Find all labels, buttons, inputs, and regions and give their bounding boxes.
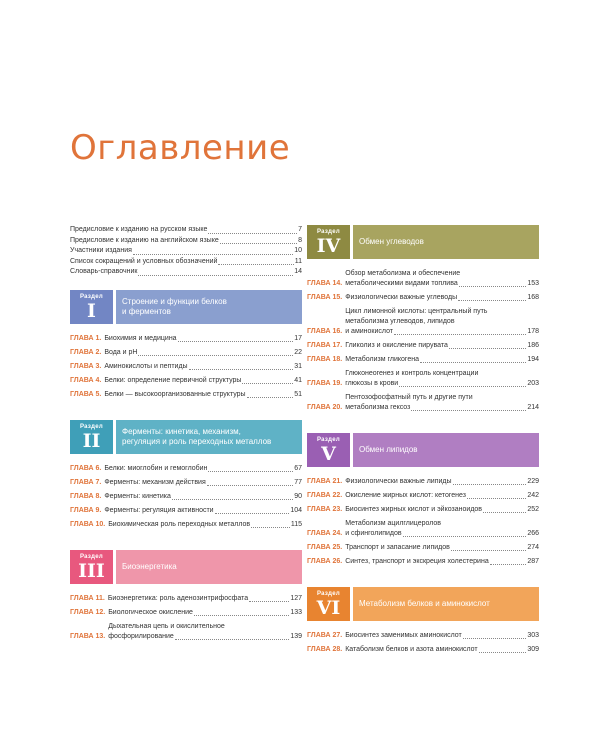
- section-title-text: [122, 297, 227, 317]
- dot-leader: [194, 615, 289, 616]
- chapter-title-line: Метаболизм ацилглицеролов: [345, 520, 442, 527]
- page-number: 7: [298, 226, 302, 233]
- section-title-text: [359, 445, 418, 455]
- section-roman-numeral: VI: [316, 597, 341, 619]
- page-number: 67: [294, 464, 302, 472]
- dot-leader: [483, 512, 526, 513]
- chapter-body: [104, 478, 302, 488]
- chapter-title-last: [345, 645, 539, 655]
- chapter-entry[interactable]: [307, 293, 539, 303]
- chapter-body: [108, 594, 302, 604]
- chapter-title-line: Ферменты: кинетика: [104, 492, 171, 500]
- chapter-title-last: [108, 520, 302, 530]
- chapter-body: [345, 355, 539, 365]
- chapter-body: [104, 362, 302, 372]
- chapter-entry[interactable]: [70, 520, 302, 530]
- chapter-title-line: и аминокислот: [345, 328, 394, 335]
- toc-entry[interactable]: [70, 246, 302, 257]
- dot-leader: [251, 527, 290, 528]
- toc-entry[interactable]: [70, 267, 302, 278]
- chapter-title-line: Транспорт и запасание липидов: [345, 544, 450, 551]
- front-matter-list: [70, 225, 302, 278]
- chapter-label: ГЛАВА 11.: [70, 594, 105, 602]
- chapter-list: [307, 269, 539, 413]
- dot-leader: [459, 286, 527, 287]
- chapter-title-last: [108, 632, 302, 642]
- chapter-body: [108, 520, 302, 530]
- chapter-title-line: Биохимия и медицина: [104, 334, 177, 342]
- section-title-line: Обмен углеводов: [359, 237, 424, 246]
- section-label: Раздел: [316, 437, 341, 443]
- section-header[interactable]: [70, 550, 302, 584]
- dot-leader: [175, 639, 290, 640]
- chapter-entry[interactable]: [307, 557, 539, 567]
- chapter-label: ГЛАВА 28.: [307, 646, 343, 653]
- chapter-title-last: [345, 341, 539, 351]
- chapter-title-last: [104, 348, 302, 358]
- chapter-title-line: метаболизма гексоз: [345, 404, 411, 411]
- chapter-entry[interactable]: [307, 477, 539, 487]
- chapter-title-line: Пентозофосфатный путь и другие пути: [345, 394, 473, 401]
- chapter-label: ГЛАВА 21.: [307, 478, 343, 485]
- section-header[interactable]: [70, 420, 302, 454]
- chapter-body: [104, 390, 302, 400]
- chapter-entry[interactable]: [70, 348, 302, 358]
- page-number: 309: [527, 646, 539, 653]
- entry-text: Словарь-справочник: [70, 268, 138, 275]
- page-number: 266: [527, 530, 539, 537]
- chapter-entry[interactable]: [70, 376, 302, 386]
- section-title: [353, 587, 539, 621]
- section-title-line: Метаболизм белков и аминокислот: [359, 599, 490, 608]
- chapter-title-line: Ферменты: механизм действия: [104, 478, 206, 486]
- chapter-title-last: [345, 477, 539, 487]
- chapter-entry[interactable]: [70, 390, 302, 400]
- chapter-body: [104, 376, 302, 386]
- chapter-body: [345, 505, 539, 515]
- chapter-entry[interactable]: [70, 608, 302, 618]
- chapter-title-line: Цикл лимонной кислоты: центральный путь: [345, 308, 488, 315]
- chapter-list: [307, 631, 539, 655]
- page-number: 214: [527, 404, 539, 411]
- chapter-body: [345, 631, 539, 641]
- chapter-title-line: Вода и pH: [104, 348, 138, 356]
- chapter-title-line: Биохимическая роль переходных металлов: [108, 520, 251, 528]
- chapter-body: [345, 557, 539, 567]
- chapter-label: ГЛАВА 19.: [307, 380, 343, 387]
- section-title-text: [122, 562, 177, 572]
- chapter-label: ГЛАВА 10.: [70, 520, 106, 528]
- chapter-label: ГЛАВА 24.: [307, 530, 343, 537]
- chapter-title-line: Белки: миоглобин и гемоглобин: [104, 464, 208, 472]
- section-title: [116, 420, 302, 454]
- chapter-entry[interactable]: [307, 269, 539, 289]
- dot-leader: [490, 564, 527, 565]
- dot-leader: [247, 397, 294, 398]
- section-number-box: [70, 550, 113, 584]
- chapter-list: [307, 477, 539, 567]
- chapter-title-line: Биосинтез жирных кислот и эйкозаноидов: [345, 506, 483, 513]
- section-title-line: Строение и функции белков: [122, 296, 227, 306]
- chapter-body: [345, 543, 539, 553]
- dot-leader: [399, 386, 526, 387]
- chapter-label: ГЛАВА 20.: [307, 404, 343, 411]
- dot-leader: [249, 601, 289, 602]
- section-roman-numeral: I: [87, 299, 96, 322]
- chapter-body: [108, 608, 302, 618]
- page-number: 8: [298, 236, 302, 244]
- chapter-label: ГЛАВА 4.: [70, 376, 102, 384]
- dot-leader: [189, 369, 294, 370]
- dot-leader: [420, 362, 526, 363]
- dot-leader: [463, 638, 527, 639]
- page-number: 11: [294, 257, 302, 265]
- right-sections: [307, 225, 539, 655]
- chapter-entry[interactable]: [307, 631, 539, 641]
- section-label: Раздел: [79, 553, 104, 560]
- section-title-line: регуляция и роль переходных металлов: [122, 436, 272, 446]
- chapter-body: [108, 622, 302, 642]
- dot-leader: [458, 300, 526, 301]
- chapter-title-last: [345, 279, 539, 289]
- dot-leader: [394, 334, 526, 335]
- dot-leader: [451, 550, 526, 551]
- section-label: Раздел: [79, 423, 104, 430]
- chapter-body: [104, 464, 302, 474]
- right-column: [307, 225, 539, 659]
- dot-leader: [467, 498, 526, 499]
- section-label: Раздел: [79, 293, 104, 300]
- chapter-title-last: [345, 529, 539, 539]
- chapter-entry[interactable]: [307, 307, 539, 337]
- chapter-body: [345, 293, 539, 303]
- chapter-title-last: [104, 506, 302, 516]
- section-number-box: [307, 225, 350, 259]
- chapter-title-line: Дыхательная цепь и окислительное: [108, 622, 225, 630]
- page-number: 242: [527, 492, 539, 499]
- chapter-entry[interactable]: [307, 491, 539, 501]
- chapter-title-line: метаболическими видами топлива: [345, 280, 458, 287]
- chapter-list: [70, 334, 302, 400]
- dot-leader: [218, 264, 293, 265]
- dot-leader: [178, 341, 294, 342]
- dot-leader: [411, 410, 526, 411]
- section-header[interactable]: [307, 225, 539, 259]
- chapter-entry[interactable]: [70, 492, 302, 502]
- chapter-label: ГЛАВА 5.: [70, 390, 102, 398]
- chapter-title-line: и сфинголипидов: [345, 530, 402, 537]
- chapter-title-last: [104, 464, 302, 474]
- chapter-title-line: Метаболизм гликогена: [345, 356, 419, 363]
- section-header[interactable]: [307, 433, 539, 467]
- chapter-label: ГЛАВА 13.: [70, 632, 106, 640]
- chapter-label: ГЛАВА 18.: [307, 356, 343, 363]
- chapter-label: ГЛАВА 26.: [307, 558, 343, 565]
- chapter-title-last: [345, 491, 539, 501]
- page-number: 104: [290, 506, 302, 514]
- page-number: 115: [290, 520, 302, 528]
- section-title: [116, 550, 302, 584]
- toc-entry[interactable]: [70, 225, 302, 236]
- page-number: 229: [527, 478, 539, 485]
- dot-leader: [207, 485, 293, 486]
- page-title: Оглавление: [70, 128, 291, 168]
- chapter-title-last: [104, 362, 302, 372]
- section-title-text: [122, 427, 271, 447]
- section-title: [116, 290, 302, 324]
- toc-entry[interactable]: [70, 236, 302, 247]
- chapter-title-last: [104, 376, 302, 386]
- chapter-body: [104, 348, 302, 358]
- chapter-title-line: глюкозы в крови: [345, 380, 399, 387]
- chapter-title-line: Белки: определение первичной структуры: [104, 376, 242, 384]
- page-number: 127: [290, 594, 302, 602]
- chapter-entry[interactable]: [70, 478, 302, 488]
- section-roman-numeral: II: [82, 429, 101, 452]
- section-roman-numeral: V: [321, 443, 336, 465]
- section-header[interactable]: [307, 587, 539, 621]
- chapter-title-last: [345, 557, 539, 567]
- chapter-title-line: Биосинтез заменимых аминокислот: [345, 632, 462, 639]
- dot-leader: [138, 275, 293, 276]
- chapter-label: ГЛАВА 27.: [307, 632, 343, 639]
- page-number: 303: [527, 632, 539, 639]
- page-number: 10: [294, 247, 302, 254]
- chapter-label: ГЛАВА 9.: [70, 506, 102, 514]
- chapter-entry[interactable]: [307, 341, 539, 351]
- chapter-entry[interactable]: [307, 355, 539, 365]
- section-header[interactable]: [70, 290, 302, 324]
- chapter-title-last: [345, 543, 539, 553]
- chapter-label: ГЛАВА 17.: [307, 342, 343, 349]
- page-number: 203: [527, 380, 539, 387]
- chapter-title-last: [108, 608, 302, 618]
- dot-leader: [208, 233, 297, 234]
- section-title: [353, 225, 539, 259]
- dot-leader: [242, 383, 293, 384]
- page-number: 22: [294, 348, 302, 356]
- dot-leader: [453, 484, 527, 485]
- section-title-line: Биоэнергетика: [122, 561, 177, 571]
- chapter-body: [345, 269, 539, 289]
- chapter-title-last: [345, 505, 539, 515]
- section-number-box: [307, 587, 350, 621]
- dot-leader: [449, 348, 526, 349]
- chapter-title-line: Катаболизм белков и азота аминокислот: [345, 646, 478, 653]
- chapter-title-line: Белки — высокоорганизованные структуры: [104, 390, 246, 398]
- chapter-body: [345, 519, 539, 539]
- dot-leader: [220, 243, 297, 244]
- chapter-title-line: Глюконеогенез и контроль концентрации: [345, 370, 479, 377]
- chapter-entry[interactable]: [70, 334, 302, 344]
- chapter-entry[interactable]: [70, 594, 302, 604]
- chapter-body: [104, 492, 302, 502]
- page-number: 31: [294, 362, 302, 370]
- chapter-body: [345, 341, 539, 351]
- section-number-box: [307, 433, 350, 467]
- chapter-title-last: [104, 334, 302, 344]
- chapter-label: ГЛАВА 1.: [70, 334, 102, 342]
- chapter-label: ГЛАВА 6.: [70, 464, 102, 472]
- chapter-body: [345, 369, 539, 389]
- left-sections: [70, 290, 302, 642]
- chapter-entry[interactable]: [70, 622, 302, 642]
- chapter-label: ГЛАВА 3.: [70, 362, 102, 370]
- chapter-label: ГЛАВА 2.: [70, 348, 102, 356]
- chapter-entry[interactable]: [307, 393, 539, 413]
- dot-leader: [215, 513, 290, 514]
- chapter-title-last: [345, 403, 539, 413]
- chapter-list: [70, 594, 302, 642]
- chapter-entry[interactable]: [307, 505, 539, 515]
- section-title: [353, 433, 539, 467]
- entry-text: Список сокращений и условных обозначений: [70, 257, 218, 265]
- page-number: 90: [294, 492, 302, 500]
- chapter-label: ГЛАВА 16.: [307, 328, 343, 335]
- page-number: 274: [527, 544, 539, 551]
- page-number: 194: [527, 356, 539, 363]
- section-title-line: Обмен липидов: [359, 445, 418, 454]
- page-number: 14: [294, 268, 302, 275]
- chapter-body: [104, 334, 302, 344]
- chapter-body: [104, 506, 302, 516]
- chapter-entry[interactable]: [307, 645, 539, 655]
- page-number: 287: [527, 558, 539, 565]
- dot-leader: [133, 254, 293, 255]
- chapter-body: [345, 491, 539, 501]
- page-number: 51: [294, 390, 302, 398]
- section-title-line: Ферменты: кинетика, механизм,: [122, 426, 241, 436]
- chapter-label: ГЛАВА 14.: [307, 280, 343, 287]
- chapter-entry[interactable]: [307, 519, 539, 539]
- chapter-title-line: Гликолиз и окисление пирувата: [345, 342, 448, 349]
- dot-leader: [403, 536, 527, 537]
- section-label: Раздел: [316, 591, 341, 597]
- chapter-body: [345, 393, 539, 413]
- page-number: 153: [527, 280, 539, 287]
- chapter-body: [345, 307, 539, 337]
- chapter-title-line: Обзор метаболизма и обеспечение: [345, 270, 461, 277]
- dot-leader: [172, 499, 293, 500]
- chapter-list: [70, 464, 302, 530]
- chapter-title-last: [345, 293, 539, 303]
- chapter-label: ГЛАВА 7.: [70, 478, 102, 486]
- chapter-label: ГЛАВА 15.: [307, 294, 343, 301]
- section-title-text: [359, 237, 424, 247]
- chapter-title-line: метаболизма углеводов, липидов: [345, 318, 455, 325]
- entry-text: Предисловие к изданию на русском языке: [70, 226, 208, 233]
- chapter-entry[interactable]: [70, 506, 302, 516]
- page-number: 77: [294, 478, 302, 486]
- section-number-box: [70, 290, 113, 324]
- section-roman-numeral: III: [78, 559, 105, 582]
- chapter-label: ГЛАВА 12.: [70, 608, 106, 616]
- chapter-title-last: [345, 631, 539, 641]
- page-number: 178: [527, 328, 539, 335]
- page-number: 168: [527, 294, 539, 301]
- chapter-title-last: [345, 379, 539, 389]
- chapter-title-line: Физиологически важные липиды: [345, 478, 452, 485]
- section-title-text: [359, 599, 490, 609]
- page-number: 133: [290, 608, 302, 616]
- chapter-entry[interactable]: [70, 362, 302, 372]
- left-column: [70, 225, 302, 646]
- section-number-box: [70, 420, 113, 454]
- page-number: 41: [294, 376, 302, 384]
- chapter-title-line: Физиологически важные углеводы: [345, 294, 458, 301]
- chapter-title-last: [104, 390, 302, 400]
- chapter-title-last: [345, 327, 539, 337]
- chapter-title-line: Биологическое окисление: [108, 608, 193, 616]
- toc-entry[interactable]: [70, 257, 302, 268]
- chapter-title-line: фосфорилирование: [108, 632, 174, 640]
- chapter-label: ГЛАВА 22.: [307, 492, 343, 499]
- page-number: 252: [527, 506, 539, 513]
- chapter-label: ГЛАВА 25.: [307, 544, 343, 551]
- chapter-title-last: [108, 594, 302, 604]
- page-number: 139: [290, 632, 302, 640]
- section-title-line: и ферментов: [122, 306, 171, 316]
- chapter-title-last: [104, 492, 302, 502]
- section-roman-numeral: IV: [316, 235, 341, 257]
- chapter-entry[interactable]: [70, 464, 302, 474]
- dot-leader: [208, 471, 293, 472]
- chapter-label: ГЛАВА 8.: [70, 492, 102, 500]
- chapter-body: [345, 645, 539, 655]
- dot-leader: [479, 652, 527, 653]
- chapter-title-line: Синтез, транспорт и экскреция холестерина: [345, 558, 489, 565]
- chapter-label: ГЛАВА 23.: [307, 506, 343, 513]
- chapter-title-last: [345, 355, 539, 365]
- chapter-title-line: Аминокислоты и пептиды: [104, 362, 188, 370]
- dot-leader: [138, 355, 293, 356]
- chapter-title-line: Биоэнергетика: роль аденозинтрифосфата: [107, 594, 249, 602]
- chapter-title-last: [104, 478, 302, 488]
- page-number: 17: [294, 334, 302, 342]
- chapter-body: [345, 477, 539, 487]
- entry-text: Предисловие к изданию на английском языке: [70, 236, 219, 244]
- chapter-entry[interactable]: [307, 543, 539, 553]
- entry-text: Участники издания: [70, 247, 132, 254]
- chapter-title-line: Ферменты: регуляция активности: [104, 506, 214, 514]
- chapter-title-line: Окисление жирных кислот: кетогенез: [345, 492, 466, 499]
- section-label: Раздел: [316, 229, 341, 235]
- chapter-entry[interactable]: [307, 369, 539, 389]
- page-number: 186: [527, 342, 539, 349]
